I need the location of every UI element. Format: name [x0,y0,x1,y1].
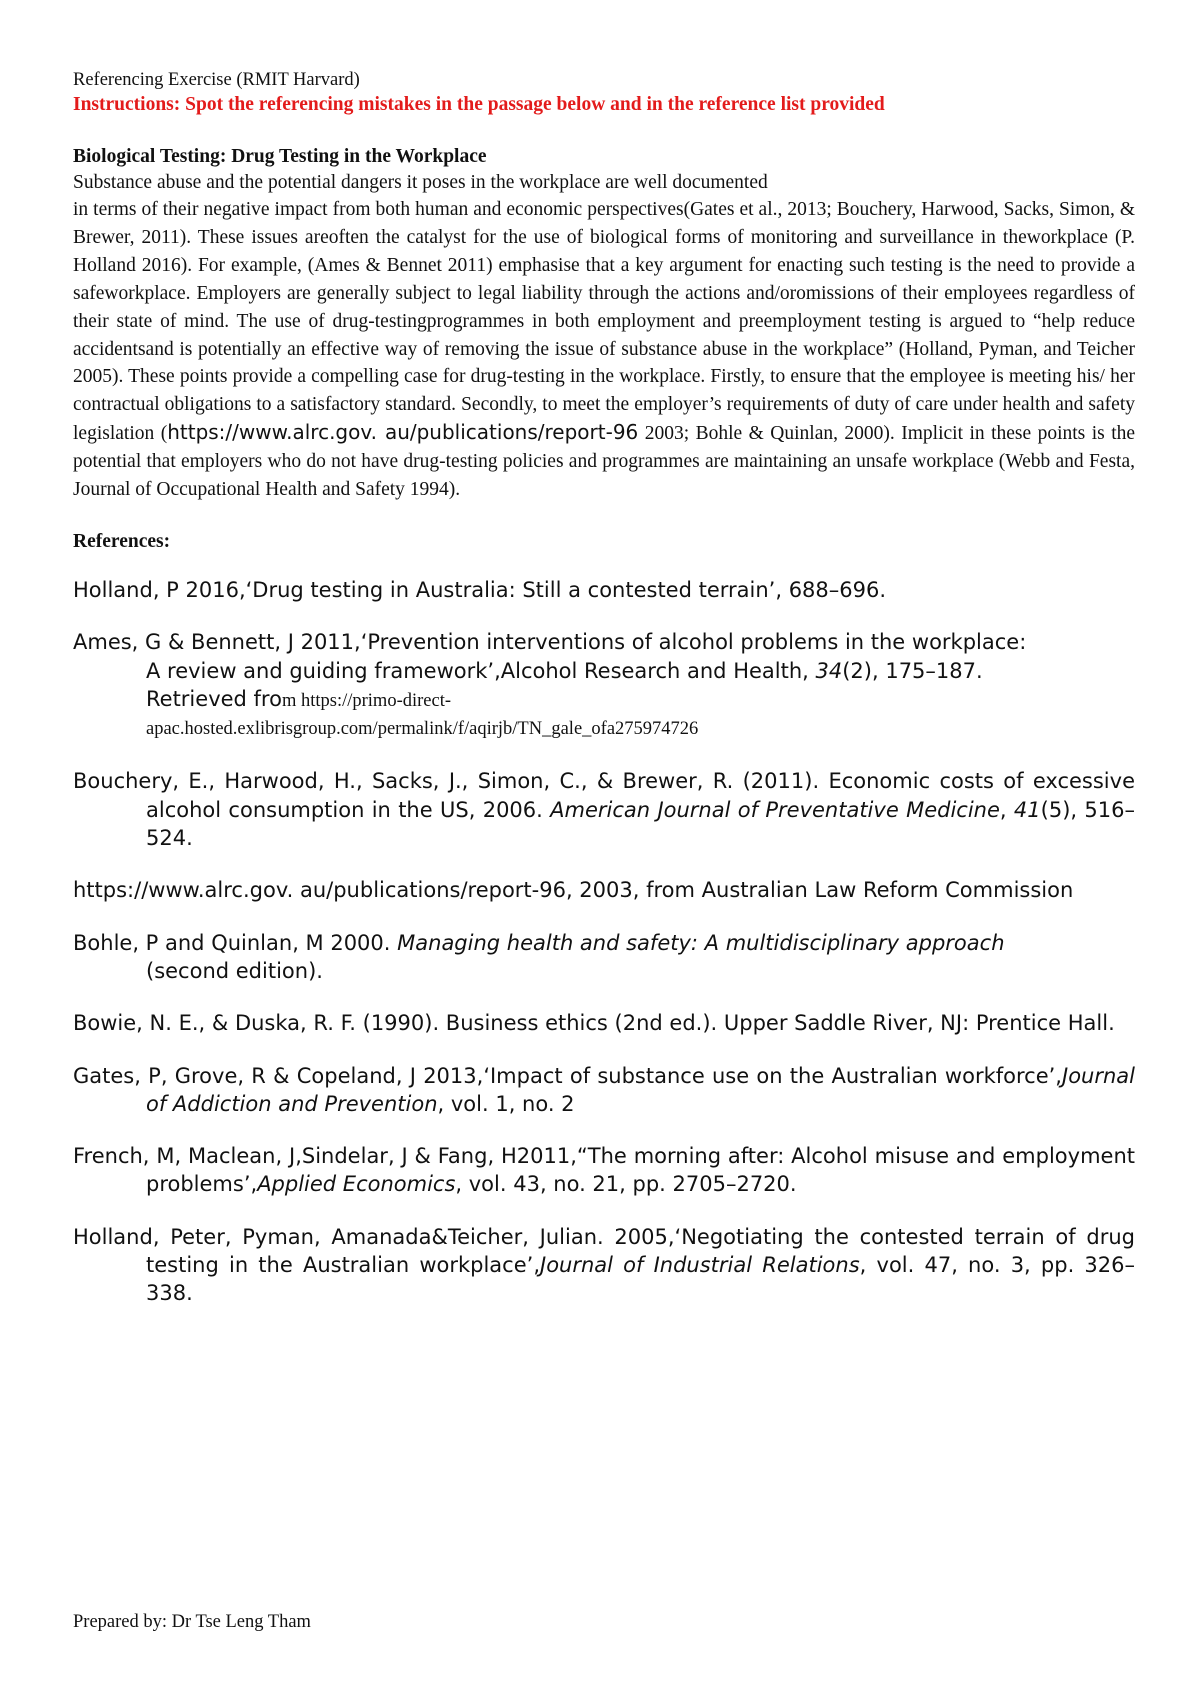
reference-gates [73,1062,1135,1119]
passage-body-start: in terms of their negative impact from both human and economic perspectives(Gates et al., 2013; Bouchery, Harwood, Sacks, Simon, & Brewer, 2011). These issues areoften the catalyst for the use of biological forms of monitoring and surveillance in theworkplace (P. Holland 2016). For example, (Ames & Bennet 2011) emphasise that a key argument for enacting such testing is the need to provide a safeworkplace. Employers are generally subject to legal liability through the actions and/oromissions of their employees regardless of their state of mind. The use of drug-testingprogrammes in both employment and preemployment testing is argued to “help reduce accidentsand is potentially an effective way of removing the issue of substance abuse in the workplace” (Holland, Pyman, and Teicher 2005). These points provide a compelling case for drug-testing in the workplace. Firstly, to ensure that the employee is meeting his/ her contractual obligations to a satisfactory standard. Secondly, to meet the employer’s requirements of duty of care under health and safety legislation ( [73,199,1135,445]
ref-bouchery-volume: 41 [1013,797,1041,822]
ref-bohle-edition: (second edition). [146,958,323,983]
ref-bohle-text: Bohle, P and Quinlan, M 2000. [73,930,398,955]
reference-french [73,1142,1135,1199]
ref-french-journal: Applied Economics [257,1172,456,1197]
passage-body [73,196,1135,504]
instructions: Instructions: Spot the referencing mistakes in the passage below and in the reference list provided [73,94,885,115]
reference-alrc: https://www.alrc.gov. au/publications/report-96, 2003, from Australian Law Reform Commission [73,878,1074,903]
ref-ames-part-b: A review and guiding framework’,Alcohol Research and Health, [146,658,816,683]
passage-url: https://www.alrc.gov. au/publications/report-96 [167,420,639,445]
ref-ames-line-b [146,657,1135,685]
prepared-by-footer: Prepared by: Dr Tse Leng Tham [73,1612,311,1632]
ref-holland-2005-text: Holland, Peter, Pyman, Amanada&Teicher, Julian. 2005,‘Negotiating the contested terrain of drug testing in the Australian workplace’, [73,1224,1135,1278]
reference-holland-2005 [73,1223,1135,1308]
ref-bouchery-sep: , [999,797,1014,822]
reference-bohle-quinlan [73,929,1135,986]
references-heading: References: [73,530,171,552]
ref-bouchery-rest: (5), 516–524. [146,797,1135,851]
ref-french-text: French, M, Maclean, J,Sindelar, J & Fang, H2011,“The morning after: Alcohol misuse and employment problems’, [73,1144,1135,1197]
passage-first-line: Substance abuse and the potential dangers it poses in the workplace are well documented [73,172,768,193]
ref-ames-url: apac.hosted.exlibrisgroup.com/permalink/f/aqirjb/TN_gale_ofa275974726 [146,719,699,740]
ref-holland-2005-rest: , vol. 47, no. 3, pp. 326–338. [146,1253,1136,1306]
reference-holland-2016: Holland, P 2016,‘Drug testing in Australia: Still a contested terrain’, 688–696. [73,577,887,602]
passage-heading: Biological Testing: Drug Testing in the Workplace [73,146,487,167]
ref-gates-rest: , vol. 1, no. 2 [437,1091,575,1116]
ref-bouchery-journal: American Journal of Preventative Medicine [550,797,1000,822]
document-page [73,68,1135,1332]
ref-gates-text: Gates, P, Grove, R & Copeland, J 2013,‘Impact of substance use on the Australian workforce’, [73,1063,1062,1088]
ref-bouchery-text: Bouchery, E., Harwood, H., Sacks, J., Simon, C., & Brewer, R. (2011). Economic costs of excessive alcohol consumption in the US, 2006. [73,769,1135,822]
ref-ames-part-a: Ames, G & Bennett, J 2011,‘Prevention interventions of alcohol problems in the workplace: [73,630,1027,655]
reference-ames-bennett [73,628,1135,743]
ref-ames-retrieved-tail: m https://primo-direct- [281,690,452,711]
ref-ames-volume: 34 [815,658,843,683]
passage-body-end: 2003; Bohle & Quinlan, 2000). Implicit in these points is the potential that employers who do not have drug-testing policies and programmes are maintaining an unsafe workplace (Webb and Festa, Journal of Occupational Health and Safety 1994). [73,423,1136,501]
reference-bouchery [73,767,1135,852]
ref-ames-line-d [146,685,1135,715]
reference-bowie-duska: Bowie, N. E., & Duska, R. F. (1990). Business ethics (2nd ed.). Upper Saddle River, NJ: Prentice Hall. [73,1011,1115,1036]
exercise-title: Referencing Exercise (RMIT Harvard) [73,70,360,90]
ref-french-rest: , vol. 43, no. 21, pp. 2705–2720. [455,1172,797,1197]
ref-gates-journal: Journal of Addiction and Prevention [146,1063,1135,1116]
ref-ames-part-c: (2), 175–187. [842,658,983,683]
ref-ames-retrieved: Retrieved fro [146,686,282,711]
ref-bohle-title: Managing health and safety: A multidisciplinary approach [397,930,1005,955]
ref-holland-2005-journal: Journal of Industrial Relations [540,1253,860,1278]
